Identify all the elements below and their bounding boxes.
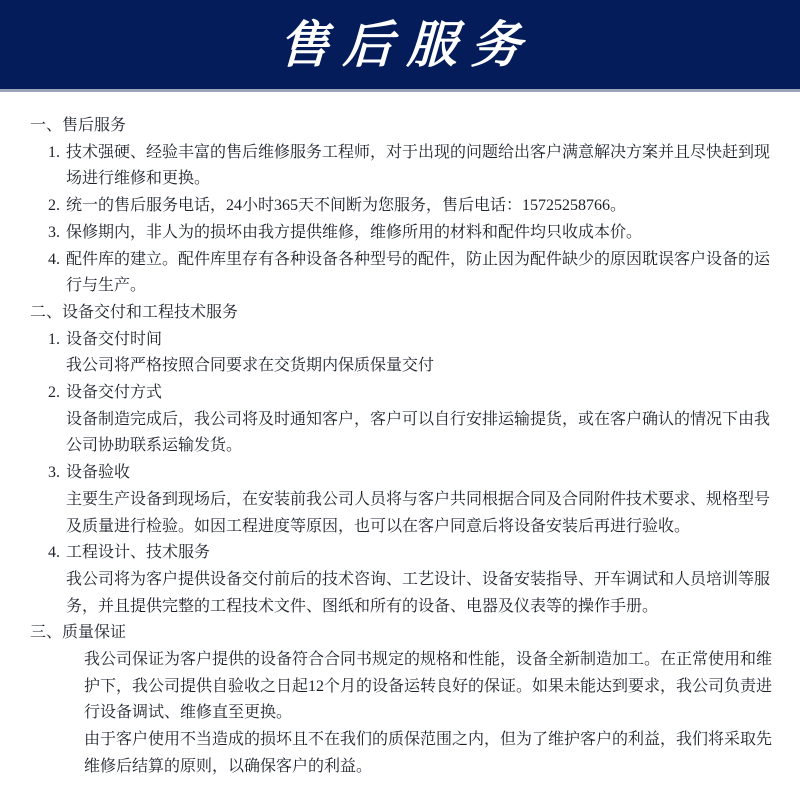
section-paragraphs bbox=[48, 647, 776, 781]
paragraph: 由于客户使用不当造成的损坏且不在我们的质保范围之内，但为了维护客户的利益，我们将采取先维修后结算的原则，以确保客户的利益。 bbox=[84, 731, 773, 775]
item-col bbox=[66, 380, 776, 460]
list-item bbox=[48, 540, 776, 620]
section-label: 一、 bbox=[30, 117, 63, 134]
page-title: 售后服务 bbox=[278, 16, 536, 73]
section-title: 质量保证 bbox=[62, 624, 127, 642]
item-title: 工程设计、技术服务 bbox=[66, 544, 211, 562]
list-item bbox=[48, 380, 776, 460]
section-heading bbox=[30, 620, 776, 647]
item-text: 保修期内，非人为的损坏由我方提供维修，维修所用的材料和配件均只收成本价。 bbox=[66, 223, 643, 241]
section-title: 售后服务 bbox=[62, 117, 127, 134]
item-col bbox=[66, 247, 776, 300]
item-title: 设备验收 bbox=[66, 464, 131, 482]
item-number: 4. bbox=[48, 544, 60, 562]
item-number: 1. bbox=[48, 143, 60, 161]
item-col bbox=[66, 540, 776, 620]
section-heading bbox=[30, 113, 776, 140]
item-col bbox=[66, 460, 776, 540]
item-title: 设备交付方式 bbox=[66, 384, 163, 402]
item-number: 4. bbox=[48, 250, 60, 268]
list-item bbox=[48, 247, 776, 300]
item-number: 2. bbox=[48, 197, 60, 215]
item-text: 统一的售后服务电话，24小时365天不间断为您服务，售后电话：15725258766。 bbox=[66, 197, 627, 215]
item-title: 设备交付时间 bbox=[66, 330, 163, 348]
list-item bbox=[48, 460, 776, 540]
item-number: 3. bbox=[48, 223, 60, 241]
page-banner bbox=[0, 0, 800, 92]
item-col bbox=[66, 193, 776, 220]
item-body: 我公司将为客户提供设备交付前后的技术咨询、工艺设计、设备安装指导、开车调试和人员培训等服务，并且提供完整的工程技术文件、图纸和所有的设备、电器及仪表等的操作手册。 bbox=[66, 570, 771, 615]
section-content bbox=[30, 647, 776, 781]
item-col bbox=[66, 220, 776, 247]
list-item bbox=[48, 220, 776, 247]
list-item bbox=[48, 327, 776, 380]
section-heading bbox=[30, 300, 776, 327]
list-item bbox=[48, 140, 776, 193]
item-number: 3. bbox=[48, 464, 60, 482]
section-title: 设备交付和工程技术服务 bbox=[62, 303, 239, 321]
section-label: 三、 bbox=[30, 624, 63, 642]
item-number: 2. bbox=[48, 384, 60, 402]
document-body bbox=[0, 92, 800, 781]
section-label: 二、 bbox=[30, 303, 63, 321]
item-body: 主要生产设备到现场后，在安装前我公司人员将与客户共同根据合同及合同附件技术要求、规格型号及质量进行检验。如因工程进度等原因，也可以在客户同意后将设备安装后再进行验收。 bbox=[66, 490, 771, 535]
item-body: 我公司将严格按照合同要求在交货期内保质保量交付 bbox=[66, 357, 435, 375]
section-content bbox=[30, 140, 776, 300]
item-body: 设备制造完成后，我公司将及时通知客户，客户可以自行安排运输提货，或在客户确认的情况下由我公司协助联系运输发货。 bbox=[66, 410, 771, 455]
list-item bbox=[48, 193, 776, 220]
item-col bbox=[66, 327, 776, 380]
item-number: 1. bbox=[48, 330, 60, 348]
item-text: 技术强硬、经验丰富的售后维修服务工程师，对于出现的问题给出客户满意解决方案并且尽快赶到现场进行维修和更换。 bbox=[66, 143, 771, 188]
paragraph: 我公司保证为客户提供的设备符合合同书规定的规格和性能，设备全新制造加工。在正常使用和维护下，我公司提供自验收之日起12个月的设备运转良好的保证。如果未能达到要求，我公司负责进行设备调试、维修直至更换。 bbox=[84, 651, 773, 722]
item-col bbox=[66, 140, 776, 193]
item-text: 配件库的建立。配件库里存有各种设备各种型号的配件，防止因为配件缺少的原因耽误客户设备的运行与生产。 bbox=[66, 250, 771, 295]
section-content bbox=[30, 327, 776, 621]
